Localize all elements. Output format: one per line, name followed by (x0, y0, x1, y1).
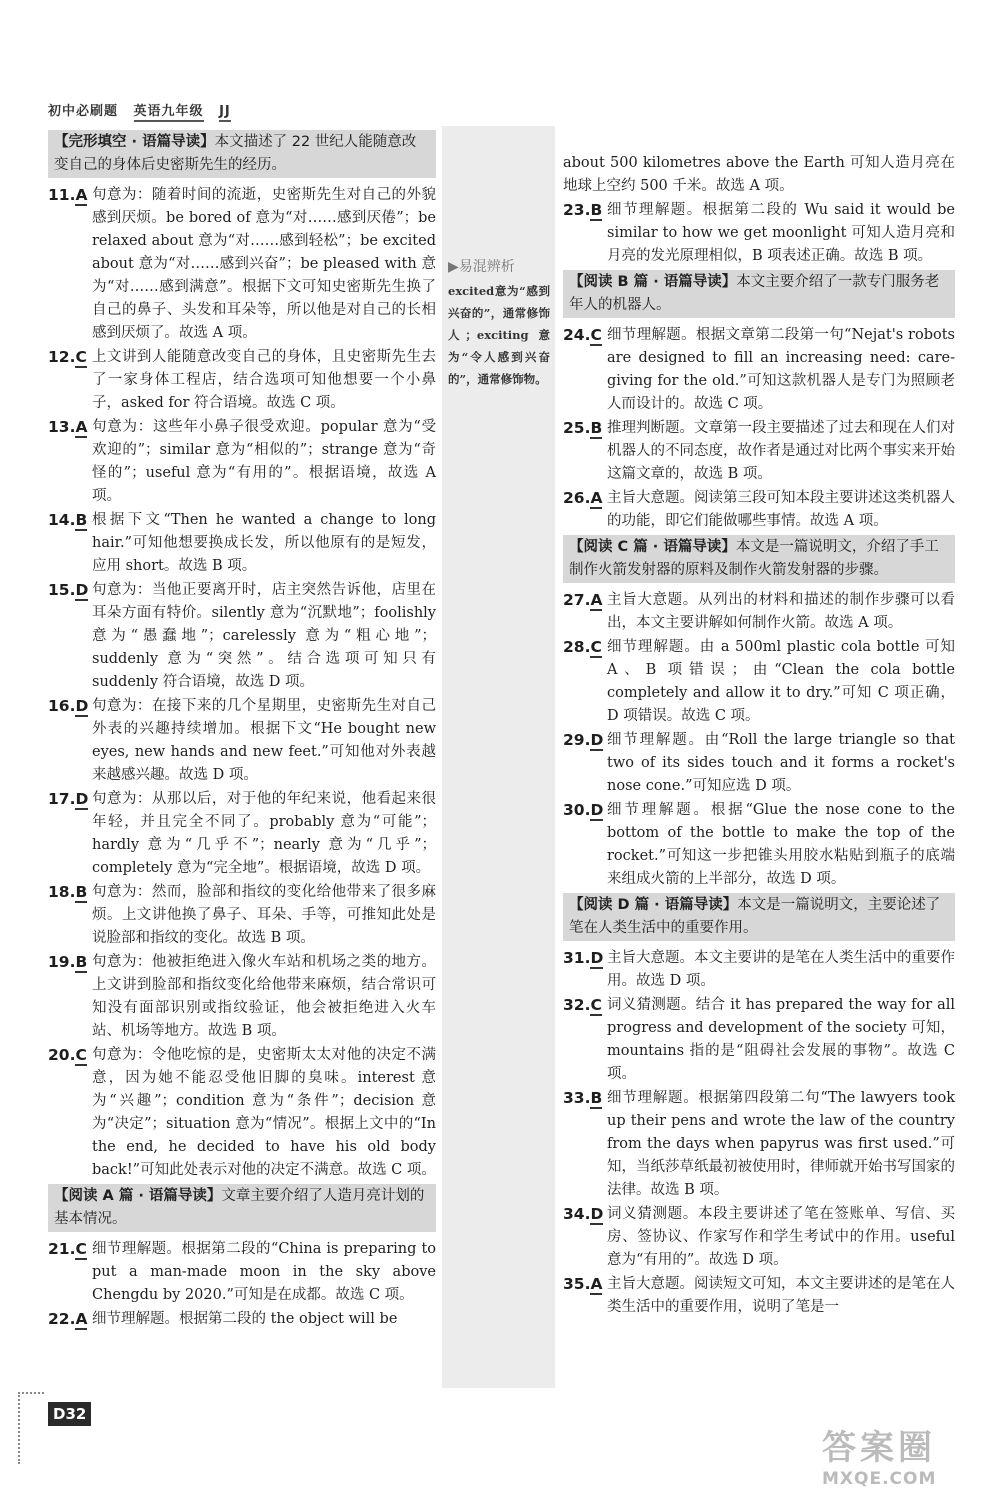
answer-explanation: 细节理解题。由 a 500ml plastic cola bottle 可知 A、B 项错误；由“Clean the cola bottle completely and allow it to dry.”可知 C 项正确，D 项错误。故选 C 项。 (607, 639, 955, 724)
answer-number (48, 788, 92, 880)
question-number: 20. (48, 1046, 76, 1064)
answer-explanation: 句意为：随着时间的流逝，史密斯先生对自己的外貌感到厌烦。be bored of 意为“对……感到厌倦”；be relaxed about 意为“对……感到轻松”；be excited about 意为“对……感到兴奋”；be pleased with 意为“对……感到满意”。根据下文可知史密斯先生换了自己的鼻子、头发和耳朵等，所以他是对自己的长相感到厌烦了。故选 A 项。 (92, 187, 436, 341)
answer-item (48, 346, 436, 415)
answer-letter: D (75, 790, 89, 808)
guide-text: 本文主要介绍了一款专门服务老年人的机器人。 (569, 274, 940, 313)
question-number: 35. (563, 1275, 591, 1293)
answer-item (563, 1087, 955, 1202)
answer-item (563, 729, 955, 798)
answer-letter: D (75, 581, 89, 599)
answer-letter: D (75, 697, 89, 715)
answer-item (48, 416, 436, 508)
corner-decoration (18, 1392, 44, 1464)
answer-number (563, 324, 607, 416)
guide-reading-a (48, 1184, 436, 1232)
answer-item (48, 579, 436, 694)
answer-letter: B (75, 883, 88, 901)
answer-explanation: 根据下文“Then he wanted a change to long hair.”可知他想要换成长发，所以他原有的是短发，应用 short。故选 B 项。 (92, 512, 436, 574)
sidebar-tag: ▶易混辨析 (448, 259, 515, 275)
answer-letter: A (75, 418, 88, 436)
guide-title: 【阅读 D 篇 · 语篇导读】 (569, 897, 738, 913)
question-number: 34. (563, 1205, 591, 1223)
answer-number (563, 199, 607, 268)
sidebar-note (442, 126, 555, 1388)
answer-number (48, 184, 92, 345)
watermark (822, 1420, 936, 1489)
watermark-url: MXQE.COM (822, 1469, 937, 1489)
question-number: 15. (48, 581, 76, 599)
guide-title: 【完形填空 · 语篇导读】 (54, 134, 215, 150)
answer-letter: C (590, 638, 602, 656)
answer-number (48, 416, 92, 508)
answer-explanation: 句意为：令他吃惊的是，史密斯太太对他的决定不满意，因为她不能忍受他旧脚的臭味。interest 意为“兴趣”；condition 意为“条件”；decision 意为“决定”；situation 意为“情况”。根据上文中的“In the end, he decided to have his old body back!”可知此处表示对他的决定不满意。故选 C 项。 (92, 1047, 436, 1178)
question-number: 18. (48, 883, 76, 901)
answer-number (563, 417, 607, 486)
answer-item (563, 589, 955, 635)
question-number: 31. (563, 949, 591, 967)
answer-letter: C (590, 326, 602, 344)
answer-item (48, 1044, 436, 1182)
answer-letter: A (590, 1275, 603, 1293)
answer-explanation: 推理判断题。文章第一段主要描述了过去和现在人们对机器人的不同态度，故作者是通过对比两个事实来开始这篇文章的，故选 B 项。 (607, 420, 955, 482)
answer-explanation: 上文讲到人能随意改变自己的身体，且史密斯先生去了一家身体工程店，结合选项可知他想要一个小鼻子，asked for 符合语境。故选 C 项。 (92, 349, 436, 411)
answer-explanation: 主旨大意题。本文主要讲的是笔在人类生活中的重要作用。故选 D 项。 (607, 950, 955, 989)
answer-letter: A (590, 591, 603, 609)
answer-explanation: 词义猜测题。本段主要讲述了笔在签账单、写信、买房、签协议、作家写作和学生考试中的作用。useful 意为“有用的”。故选 D 项。 (607, 1206, 955, 1268)
guide-text: 本文描述了 22 世纪人能随意改变自己的身体后史密斯先生的经历。 (54, 134, 417, 173)
answer-number (48, 1308, 92, 1331)
answer-letter: A (75, 1310, 88, 1328)
guide-title: 【阅读 A 篇 · 语篇导读】 (54, 1188, 222, 1204)
answer-explanation: 句意为：在接下来的几个星期里，史密斯先生对自己外表的兴趣持续增加。根据下文“He bought new eyes, new hands and new feet.”可知他对外表越来越感兴趣。故选 D 项。 (92, 698, 436, 783)
sidebar-text: excited意为“感到兴奋的”，通常修饰人；exciting 意为“令人感到兴奋的”，通常修饰物。 (448, 284, 550, 386)
answer-explanation: 细节理解题。根据文章第二段第一句“Nejat's robots are designed to fill an increasing need: care-giving for the old.”可知这款机器人是专门为照顾老人而设计的。故选 C 项。 (607, 327, 955, 412)
question-number: 11. (48, 186, 76, 204)
answer-explanation: 主旨大意题。从列出的材料和描述的制作步骤可以看出，本文主要讲解如何制作火箭。故选 A 项。 (607, 592, 955, 631)
answer-item (48, 1308, 436, 1331)
answer-item (563, 487, 955, 533)
answer-number (563, 487, 607, 533)
answer-letter: D (590, 731, 604, 749)
answer-item (563, 417, 955, 486)
answer-number (563, 994, 607, 1086)
answer-number (48, 1044, 92, 1182)
answer-letter: B (75, 511, 88, 529)
left-column (48, 128, 436, 1332)
answer-item (48, 881, 436, 950)
question-number: 26. (563, 489, 591, 507)
answer-letter: B (75, 953, 88, 971)
answer-letter: B (590, 1089, 603, 1107)
answer-item (48, 1238, 436, 1307)
answer-number (48, 509, 92, 578)
question-number: 12. (48, 348, 76, 366)
answer-item (48, 695, 436, 787)
answer-explanation: 句意为：当他正要离开时，店主突然告诉他，店里在耳朵方面有特价。silently 意为“沉默地”；foolishly 意为“愚蠢地”；carelessly 意为“粗心地”；suddenly 意为“突然”。结合选项可知只有 suddenly 符合语境，故选 D 项。 (92, 582, 436, 690)
answer-letter: C (75, 348, 87, 366)
answer-letter: B (590, 419, 603, 437)
answer-item (563, 324, 955, 416)
answer-explanation: 细节理解题。根据“Glue the nose cone to the bottom of the bottle to make the top of the rocket.”可知这一步把锥头用胶水粘贴到瓶子的底端来组成火箭的上半部分，故选 D 项。 (607, 802, 955, 887)
answer-explanation: 细节理解题。根据第四段第二句“The lawyers took up their pens and wrote the law of the country from the days when papyrus was first used.”可知，当纸莎草纸最初被使用时，律师就开始书写国家的法律。故选 B 项。 (607, 1090, 955, 1198)
answer-item (48, 788, 436, 880)
continued-text: about 500 kilometres above the Earth 可知人造月亮在地球上空约 500 千米。故选 A 项。 (563, 155, 955, 194)
guide-text: 本文是一篇说明文，主要论述了笔在人类生活中的重要作用。 (569, 897, 941, 936)
right-column (563, 152, 955, 1320)
answer-item (48, 509, 436, 578)
page-number: D32 (48, 1402, 91, 1426)
answer-number (563, 799, 607, 891)
question-number: 14. (48, 511, 76, 529)
answer-explanation: 主旨大意题。阅读短文可知，本文主要讲述的是笔在人类生活中的重要作用，说明了笔是一 (607, 1276, 955, 1315)
answer-item (48, 184, 436, 345)
answer-explanation: 句意为：然而，脸部和指纹的变化给他带来了很多麻烦。上文讲他换了鼻子、耳朵、手等，可推知此处是说脸部和指纹的变化。故选 B 项。 (92, 884, 436, 946)
answer-item (48, 951, 436, 1043)
answer-item (563, 799, 955, 891)
answer-letter: A (590, 489, 603, 507)
answer-explanation: 主旨大意题。阅读第三段可知本段主要讲述这类机器人的功能，即它们能做哪些事情。故选 A 项。 (607, 490, 955, 529)
answer-letter: D (590, 949, 604, 967)
question-number: 13. (48, 418, 76, 436)
guide-title: 【阅读 B 篇 · 语篇导读】 (569, 274, 737, 290)
answer-letter: C (590, 996, 602, 1014)
answer-number (563, 1087, 607, 1202)
page-header (48, 100, 241, 119)
guide-reading-c (563, 535, 955, 583)
answer-number (48, 695, 92, 787)
question-number: 22. (48, 1310, 76, 1328)
question-number: 27. (563, 591, 591, 609)
question-number: 33. (563, 1089, 591, 1107)
question-number: 23. (563, 201, 591, 219)
answer-item (563, 994, 955, 1086)
question-number: 21. (48, 1240, 76, 1258)
question-number: 25. (563, 419, 591, 437)
answer-explanation: 细节理解题。根据第二段的 Wu said it would be similar to how we get moonlight 可知人造月亮和月亮的发光原理相似，B 项表述正确。故选 B 项。 (607, 202, 955, 264)
guide-title: 【阅读 C 篇 · 语篇导读】 (569, 539, 736, 555)
question-number: 28. (563, 638, 591, 656)
watermark-title: 答案圈 (822, 1428, 936, 1468)
header-series: 初中必刷题 (48, 104, 119, 119)
question-number: 17. (48, 790, 76, 808)
answer-number (563, 589, 607, 635)
question-number: 19. (48, 953, 76, 971)
answer-explanation: 词义猜测题。结合 it has prepared the way for all progress and development of the society 可知，mountains 指的是“阻碍社会发展的事物”。故选 C 项。 (607, 997, 955, 1082)
answer-letter: A (75, 186, 88, 204)
answer-item (563, 636, 955, 728)
question-number: 29. (563, 731, 591, 749)
guide-text: 文章主要介绍了人造月亮计划的基本情况。 (54, 1188, 425, 1227)
answer-number (48, 346, 92, 415)
answer-item (563, 1203, 955, 1272)
answer-item (563, 1273, 955, 1319)
answer-number (48, 579, 92, 694)
question-number: 30. (563, 801, 591, 819)
answer-explanation: 句意为：这些年小鼻子很受欢迎。popular 意为“受欢迎的”；similar 意为“相似的”；strange 意为“奇怪的”；useful 意为“有用的”。根据语境，故选 A 项。 (92, 419, 436, 504)
answer-item (563, 199, 955, 268)
answer-number (563, 729, 607, 798)
answer-letter: D (590, 1205, 604, 1223)
answer-letter: C (75, 1240, 87, 1258)
answer-explanation: 句意为：从那以后，对于他的年纪来说，他看起来很年轻，并且完全不同了。probably 意为“可能”；hardly 意为“几乎不”；nearly 意为“几乎”；completely 意为“完全地”。根据语境，故选 D 项。 (92, 791, 436, 876)
answer-explanation: 细节理解题。根据第二段的“China is preparing to put a man-made moon in the sky above Chengdu by 2020.”可知是在成都。故选 C 项。 (92, 1241, 436, 1303)
answer-number (48, 1238, 92, 1307)
answer-number (48, 951, 92, 1043)
answer-letter: B (590, 201, 603, 219)
answer-explanation: 细节理解题。根据第二段的 the object will be (92, 1311, 398, 1327)
answer-item (563, 947, 955, 993)
answer-number (48, 881, 92, 950)
guide-text: 本文是一篇说明文，介绍了手工制作火箭发射器的原料及制作火箭发射器的步骤。 (569, 539, 939, 578)
answer-number (563, 947, 607, 993)
answer-letter: C (75, 1046, 87, 1064)
question-number: 16. (48, 697, 76, 715)
guide-reading-d (563, 893, 955, 941)
header-edition: JJ (219, 104, 231, 122)
answer-number (563, 636, 607, 728)
answer-number (563, 1273, 607, 1319)
question-number: 24. (563, 326, 591, 344)
guide-cloze (48, 130, 436, 178)
guide-reading-b (563, 270, 955, 318)
answer-explanation: 细节理解题。由“Roll the large triangle so that two of its sides touch and it forms a rocket's nose cone.”可知应选 D 项。 (607, 732, 955, 794)
answer-number (563, 1203, 607, 1272)
question-number: 32. (563, 996, 591, 1014)
answer-explanation: 句意为：他被拒绝进入像火车站和机场之类的地方。上文讲到脸部和指纹变化给他带来麻烦，结合常识可知没有面部识别或指纹验证，他会被拒绝进入火车站、机场等地方。故选 B 项。 (92, 954, 436, 1039)
answer-letter: D (590, 801, 604, 819)
header-subject: 英语九年级 (134, 104, 204, 122)
